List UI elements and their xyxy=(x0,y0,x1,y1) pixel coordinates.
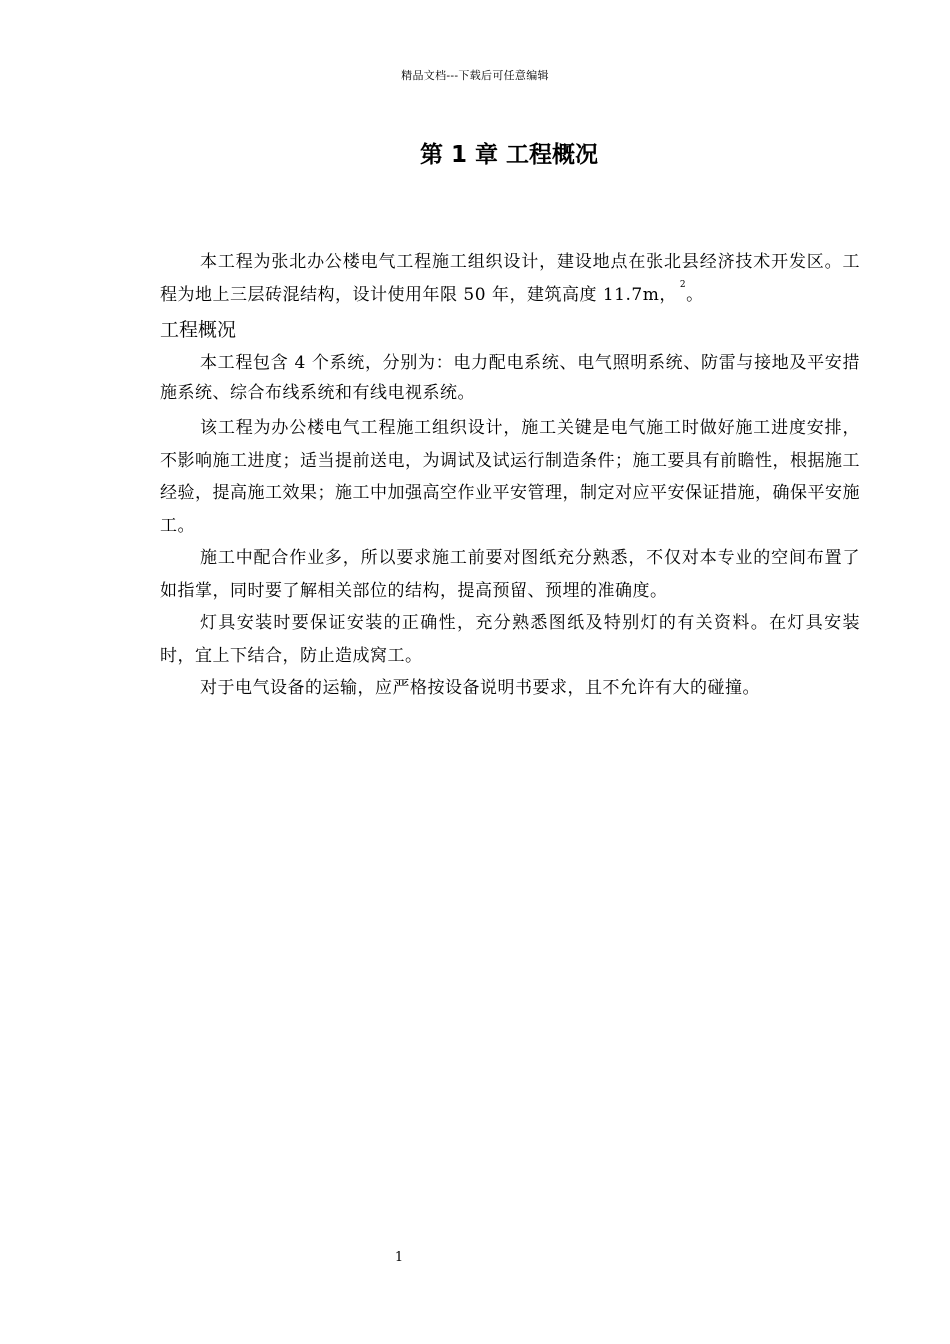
section-heading: 工程概况 xyxy=(160,319,237,341)
intro-paragraph xyxy=(160,246,860,311)
paragraph-coordination: 施工中配合作业多，所以要求施工前要对图纸充分熟悉，不仅对本专业的空间布置了如指掌，同时要了解相关部位的结构，提高预留、预埋的准确度。 xyxy=(160,548,860,601)
intro-superscript: 2 xyxy=(679,279,687,290)
paragraph-construction-key: 该工程为办公楼电气工程施工组织设计，施工关键是电气施工时做好施工进度安排，不影响施工进度；适当提前送电，为调试及试运行制造条件；施工要具有前瞻性，根据施工经验，提高施工效果；施工中加强高空作业平安管理，制定对应平安保证措施，确保平安施工。 xyxy=(160,418,860,536)
intro-text: 本工程为张北办公楼电气工程施工组织设计，建设地点在张北县经济技术开发区。工程为地上三层砖混结构，设计使用年限 50 年，建筑高度 11.7m， xyxy=(160,252,860,305)
intro-tail: 。 xyxy=(686,284,704,305)
page-header: 精品文档---下载后可任意编辑 xyxy=(401,69,549,82)
paragraph-transport: 对于电气设备的运输，应严格按设备说明书要求，且不允许有大的碰撞。 xyxy=(200,678,760,698)
page-number: 1 xyxy=(394,1250,404,1265)
chapter-title: 第 1 章 工程概况 xyxy=(419,142,599,168)
document-body xyxy=(160,246,860,705)
paragraph-lighting: 灯具安装时要保证安装的正确性，充分熟悉图纸及特别灯的有关资料。在灯具安装时，宜上下结合，防止造成窝工。 xyxy=(160,613,860,666)
paragraph-systems: 本工程包含 4 个系统，分别为：电力配电系统、电气照明系统、防雷与接地及平安措施系统、综合布线系统和有线电视系统。 xyxy=(160,353,860,403)
